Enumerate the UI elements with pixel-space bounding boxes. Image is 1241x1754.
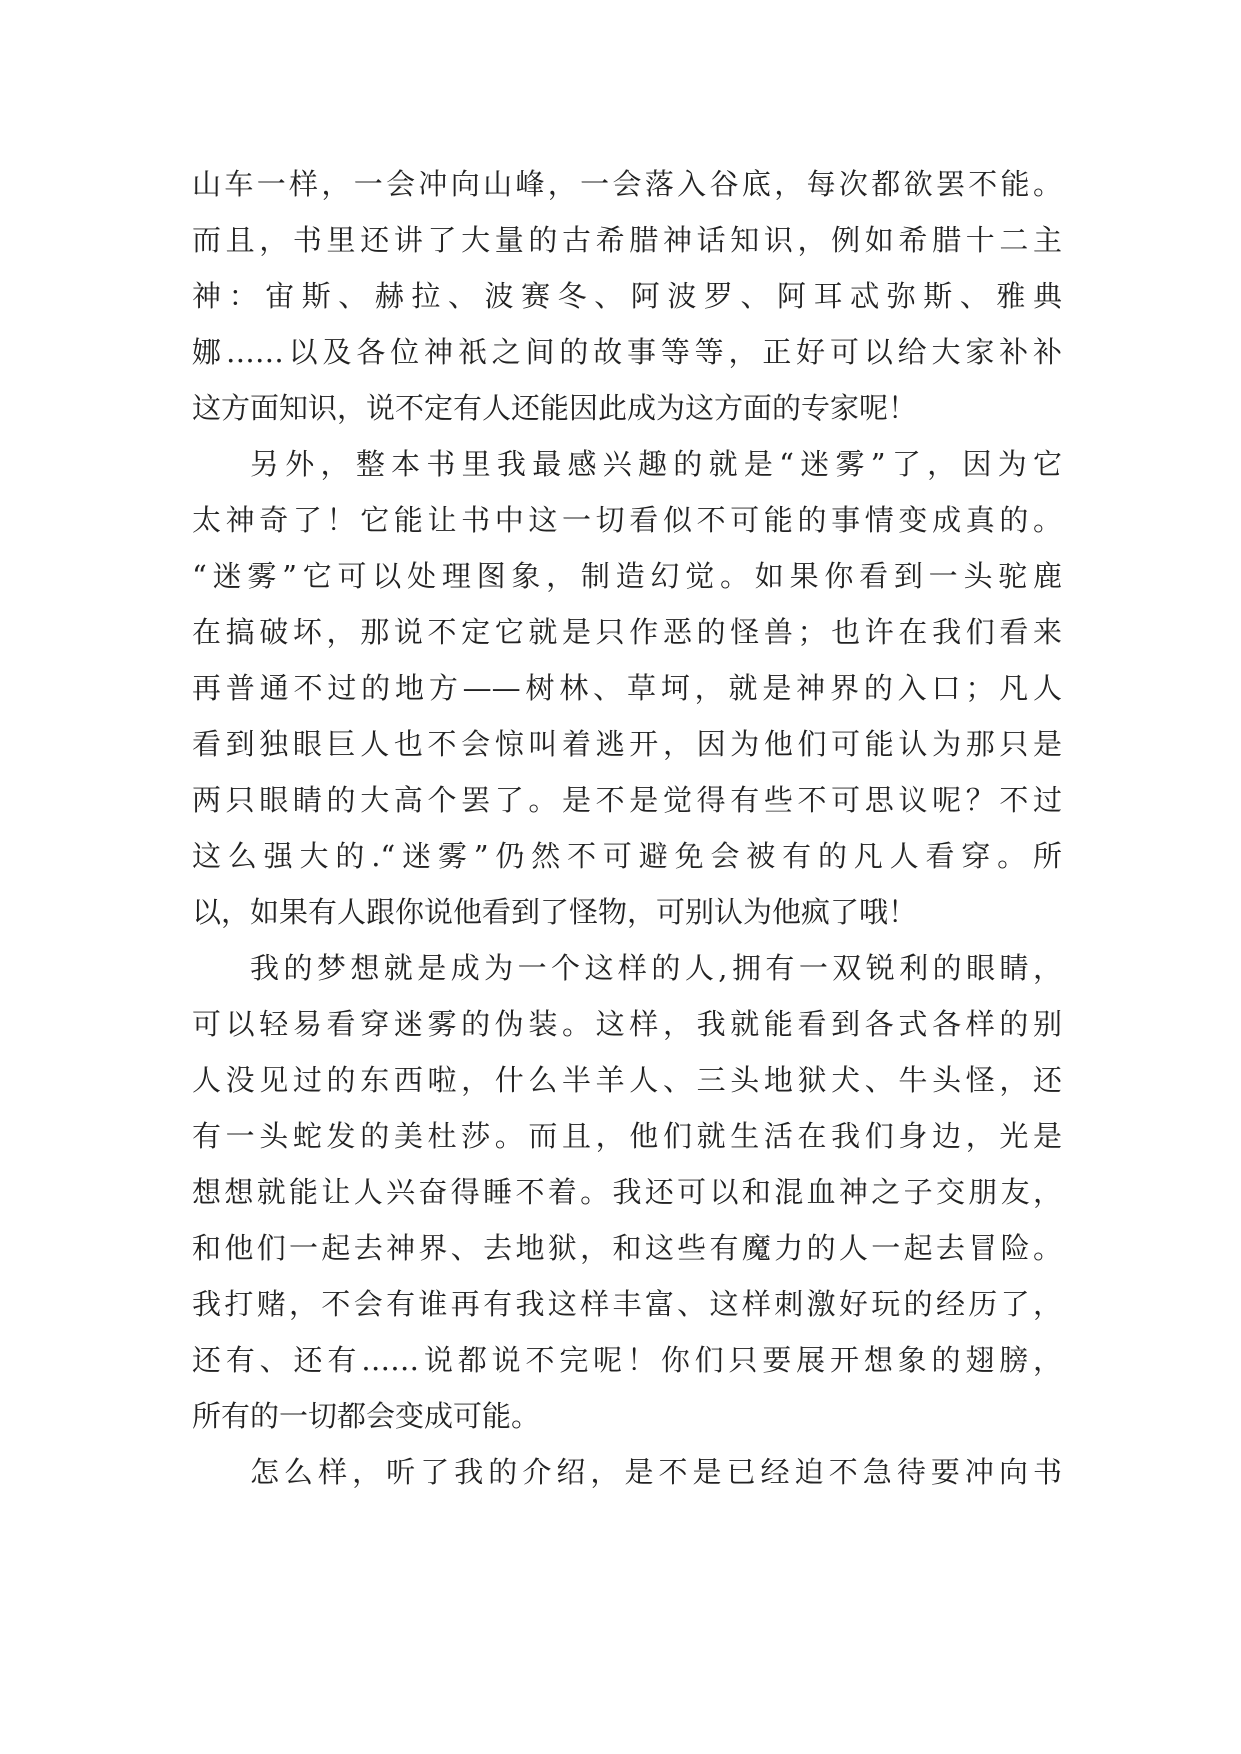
text-line: 和他们一起去神界、去地狱，和这些有魔力的人一起去冒险。 <box>192 1231 1062 1265</box>
text-line: 而且，书里还讲了大量的古希腊神话知识，例如希腊十二主 <box>192 223 1062 257</box>
text-line: 太神奇了！它能让书中这一切看似不可能的事情变成真的。 <box>192 503 1062 537</box>
text-line: 这么强大的.“迷雾”仍然不可避免会被有的凡人看穿。所 <box>192 839 1062 873</box>
text-line: 这方面知识，说不定有人还能因此成为这方面的专家呢！ <box>192 391 918 425</box>
text-line: 神：宙斯、赫拉、波赛冬、阿波罗、阿耳忒弥斯、雅典 <box>192 279 1062 313</box>
text-line: 娜……以及各位神祇之间的故事等等，正好可以给大家补补 <box>192 335 1062 369</box>
text-line: 两只眼睛的大高个罢了。是不是觉得有些不可思议呢？不过 <box>192 783 1062 817</box>
text-line: “迷雾”它可以处理图象，制造幻觉。如果你看到一头驼鹿 <box>192 559 1062 593</box>
paragraph-first-line: 我的梦想就是成为一个这样的人,拥有一双锐利的眼睛， <box>250 951 1062 985</box>
text-line: 所有的一切都会变成可能。 <box>192 1399 541 1433</box>
text-line: 再普通不过的地方——树林、草坷，就是神界的入口；凡人 <box>192 671 1062 705</box>
paragraph-first-line: 另外，整本书里我最感兴趣的就是“迷雾”了，因为它 <box>250 447 1062 481</box>
text-line: 可以轻易看穿迷雾的伪装。这样，我就能看到各式各样的别 <box>192 1007 1062 1041</box>
text-line: 还有、还有……说都说不完呢！你们只要展开想象的翅膀， <box>192 1343 1062 1377</box>
text-line: 想想就能让人兴奋得睡不着。我还可以和混血神之子交朋友， <box>192 1175 1062 1209</box>
text-line: 以，如果有人跟你说他看到了怪物，可别认为他疯了哦！ <box>192 895 918 929</box>
body-text <box>192 156 1062 1500</box>
text-line: 人没见过的东西啦，什么半羊人、三头地狱犬、牛头怪，还 <box>192 1063 1062 1097</box>
text-line: 有一头蛇发的美杜莎。而且，他们就生活在我们身边，光是 <box>192 1119 1062 1153</box>
text-line: 山车一样，一会冲向山峰，一会落入谷底，每次都欲罢不能。 <box>192 167 1062 201</box>
paragraph-first-line: 怎么样，听了我的介绍，是不是已经迫不急待要冲向书 <box>250 1455 1062 1489</box>
text-line: 看到独眼巨人也不会惊叫着逃开，因为他们可能认为那只是 <box>192 727 1062 761</box>
text-line: 在搞破坏，那说不定它就是只作恶的怪兽；也许在我们看来 <box>192 615 1062 649</box>
text-line: 我打赌，不会有谁再有我这样丰富、这样刺激好玩的经历了， <box>192 1287 1062 1321</box>
